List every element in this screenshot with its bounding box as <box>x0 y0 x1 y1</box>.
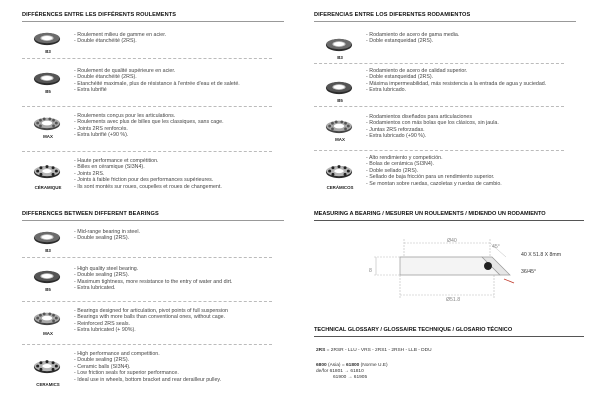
es-b5-line: - Doble estanqueidad (2RS). <box>366 74 546 80</box>
es-b5-line: - Extra lubricado. <box>366 87 546 93</box>
measure-section-title: MEASURING A BEARING / MESURER UN ROULEMENTS / MIDIENDO UN RODAMIENTO <box>314 211 546 217</box>
top-angle-label: 45° <box>492 244 500 250</box>
fr-divider <box>22 151 272 152</box>
fr-list-ceramic <box>74 158 222 190</box>
bearing-max-image <box>32 117 62 131</box>
es-max-line: - Juntas 2RS reforzadas. <box>366 127 499 133</box>
fr-b3-line: - Double étanchéité (2RS). <box>74 38 166 44</box>
es-label-max: MAX <box>335 137 345 142</box>
size-label: 40 X 51.8 X 8mm <box>521 252 562 258</box>
es-b3-line: - Doble estanqueidad (2RS). <box>366 38 459 44</box>
fr-b5-line: - Etanchéité maximale, plus de résistance à l'entrée d'eau et de saleté. <box>74 81 240 87</box>
es-ceramic-line: - Sellado de baja fricción para un rendimiento superior. <box>366 174 502 180</box>
fr-section <box>22 12 284 202</box>
bearing-max-image <box>32 312 62 326</box>
en-section-title: DIFFERENCES BETWEEN DIFFERENT BEARINGS <box>22 211 159 217</box>
en-label-b3: B3 <box>45 248 51 253</box>
seal-values: = 2RSR - LLU - VRS - 2RS1 - 2RSH - LLB - DDU <box>325 348 432 353</box>
es-b3-line: - Rodamiento de acero de gama media. <box>366 32 459 38</box>
en-label-b5: B5 <box>45 287 51 292</box>
seal-key: 2RS <box>316 348 326 353</box>
fr-list-b3 <box>74 32 166 45</box>
fr-max-line: - Extra lubrifié (+90 %). <box>74 132 224 138</box>
fr-max-line: - Roulements avec plus de billes que les classiques, sans cage. <box>74 119 224 125</box>
es-section <box>314 12 576 202</box>
fr-list-b5 <box>74 68 240 94</box>
en-list-b3 <box>74 229 140 242</box>
series-a-note: (Asia) = <box>326 363 346 368</box>
es-label-b5: B5 <box>337 98 343 103</box>
en-max-line: - Reinforced 2RS seals. <box>74 321 228 327</box>
es-max-line: - Rodamientos diseñados para articulaciones <box>366 114 499 120</box>
es-label-b3: B3 <box>337 55 343 60</box>
es-divider <box>314 106 564 107</box>
fr-section-title: DIFFÉRENCES ENTRE LES DIFFÉRENTS ROULEMENTS <box>22 12 177 18</box>
bearing-cross-section-diagram <box>364 225 564 305</box>
fr-label-ceramic: CÉRAMIQUE <box>34 185 62 190</box>
fr-label-max: MAX <box>43 134 53 139</box>
fr-b5-line: - Double étanchéité (2RS). <box>74 74 240 80</box>
en-title-rule <box>22 220 284 221</box>
en-b3-line: - Double sealing (2RS). <box>74 235 140 241</box>
es-max-line: - Extra lubricado (+90 %). <box>366 133 499 139</box>
es-ceramic-line: - Se montan sobre ruedas, cazoletas y ruedas de cambio. <box>366 181 502 187</box>
fr-max-line: - Joints 2RS renforcés. <box>74 126 224 132</box>
es-max-line: - Rodamientos con más bolas que los clásicos, sin jaula. <box>366 120 499 126</box>
fr-b5-line: - Extra lubrifié <box>74 87 240 93</box>
en-max-line: - Bearings with more balls than conventional ones, without cage. <box>74 314 228 320</box>
en-section <box>22 211 284 399</box>
en-list-b5 <box>74 266 232 292</box>
series-example-2: 61900 → 61905 <box>333 375 368 380</box>
series-a: 6800 <box>316 363 327 368</box>
en-b5-line: - Extra lubricated. <box>74 285 232 291</box>
en-divider <box>22 344 272 345</box>
measure-section <box>314 211 584 311</box>
fr-label-b5: B5 <box>45 89 51 94</box>
fr-max-line: - Roulements conçus pour les articulations. <box>74 113 224 119</box>
en-label-max: MAX <box>43 331 53 336</box>
fr-ceramic-line: - Haute performance et compétition. <box>74 158 222 164</box>
en-b5-line: - Maximum tightness, more resistance to the entry of water and dirt. <box>74 279 232 285</box>
es-list-ceramic <box>366 155 502 187</box>
fr-ceramic-line: - Joints 2RS. <box>74 171 222 177</box>
bearing-max-image <box>324 120 354 134</box>
glossary-section <box>314 327 584 387</box>
bearing-b3-image <box>32 32 62 46</box>
inner-diameter-label: Ø51.8 <box>446 297 461 303</box>
measure-title-rule <box>314 220 584 221</box>
outer-diameter-label: Ø40 <box>447 238 457 244</box>
en-list-max <box>74 308 228 334</box>
fr-list-max <box>74 113 224 139</box>
bearing-ceramic-image <box>324 165 354 179</box>
en-ceramic-line: - High performance and competition. <box>74 351 221 357</box>
en-b3-line: - Mid-range bearing in steel. <box>74 229 140 235</box>
en-ceramic-line: - Low friction seals for superior performance. <box>74 370 221 376</box>
en-ceramic-line: - Ceramic balls (SI3N4). <box>74 364 221 370</box>
es-divider <box>314 150 564 151</box>
fr-b5-line: - Roulement de qualité supérieure en acier. <box>74 68 240 74</box>
en-divider <box>22 301 272 302</box>
fr-b3-line: - Roulement milieu de gamme en acier. <box>74 32 166 38</box>
fr-ceramic-line: - Joints à faible friction pour des performances supérieures. <box>74 177 222 183</box>
bearing-b3-image <box>324 38 354 52</box>
es-divider <box>314 63 564 64</box>
fr-divider <box>22 58 272 59</box>
bearing-b5-image <box>32 72 62 86</box>
en-b5-line: - Double sealing (2RS). <box>74 272 232 278</box>
en-max-line: - Bearings designed for articulation, pivot points of full suspension <box>74 308 228 314</box>
es-list-b5 <box>366 68 546 94</box>
es-b5-line: - Máxima impermeabilidad, más resistencia a la entrada de agua y suciedad. <box>366 81 546 87</box>
series-b-note: (Norme U.E) <box>359 363 388 368</box>
bearing-b5-image <box>32 270 62 284</box>
es-section-title: DIFERENCIAS ENTRE LOS DIFERENTES RODAMIENTOS <box>314 12 471 18</box>
bearing-b3-image <box>32 231 62 245</box>
seal-equivalents <box>316 348 432 354</box>
fr-ceramic-line: - Ils sont montés sur roues, coupelles et roues de changement. <box>74 184 222 190</box>
fr-divider <box>22 106 272 107</box>
series-b: 61800 <box>346 363 360 368</box>
es-b5-line: - Rodamiento de acero de calidad superior. <box>366 68 546 74</box>
en-label-ceramic: CERAMICS <box>36 382 60 387</box>
en-divider <box>22 257 272 258</box>
en-ceramic-line: - Double sealing (2RS). <box>74 357 221 363</box>
fr-title-rule <box>22 21 284 22</box>
en-max-line: - Extra lubricated (+ 90%). <box>74 327 228 333</box>
es-ceramic-line: - Bolas de cerámica (SI3N4). <box>366 161 502 167</box>
glossary-title-rule <box>314 336 584 337</box>
es-ceramic-line: - Doble sellado (2RS). <box>366 168 502 174</box>
bearing-b5-image <box>324 81 354 95</box>
glossary-title: TECHNICAL GLOSSARY / GLOSSAIRE TECHNIQUE / GLOSARIO TÉCNICO <box>314 327 513 333</box>
height-label: 8 <box>369 268 372 274</box>
fr-label-b3: B3 <box>45 49 51 54</box>
es-title-rule <box>314 21 576 22</box>
en-b5-line: - High quality steel bearing. <box>74 266 232 272</box>
bottom-angle-label: 36/45° <box>521 269 537 275</box>
es-list-b3 <box>366 32 459 45</box>
es-label-ceramic: CERÁMICOS <box>326 185 354 190</box>
fr-ceramic-line: - Billes en céramique (SI3N4). <box>74 164 222 170</box>
bearing-ceramic-image <box>32 165 62 179</box>
es-ceramic-line: - Alto rendimiento y competición. <box>366 155 502 161</box>
series-example-1: de/for 61801 → 61810 <box>316 369 364 374</box>
en-list-ceramic <box>74 351 221 383</box>
es-list-max <box>366 114 499 140</box>
bearing-ceramic-image <box>32 360 62 374</box>
en-ceramic-line: - Ideal use in wheels, bottom bracket and rear derailleur pulley. <box>74 377 221 383</box>
